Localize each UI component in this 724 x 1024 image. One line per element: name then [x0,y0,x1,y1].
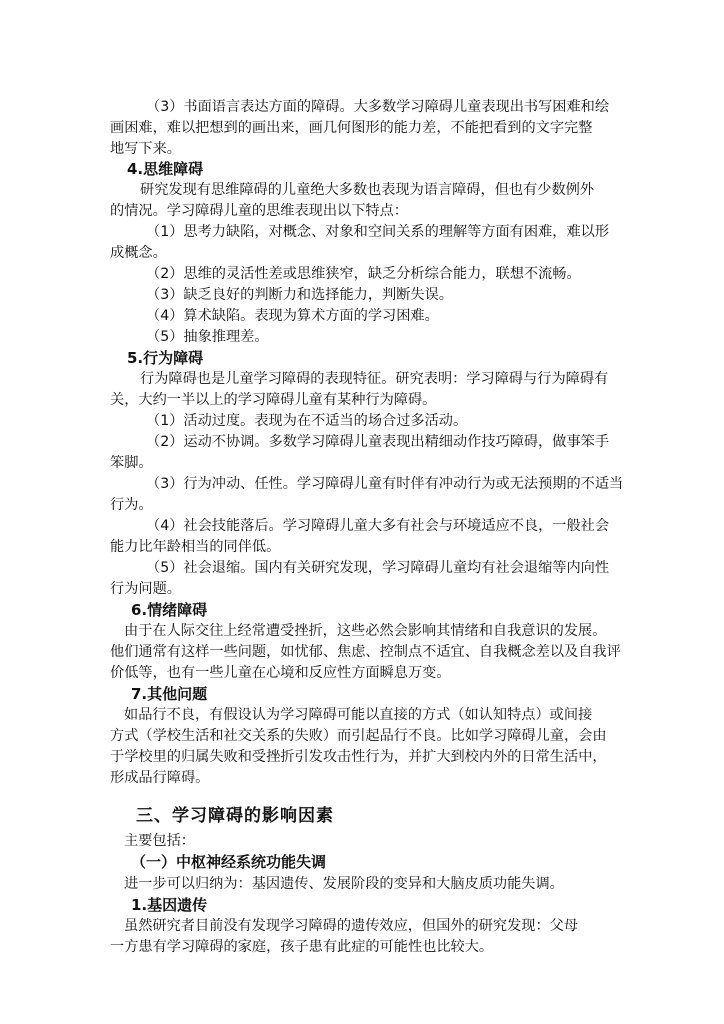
paragraph-line: 画困难，难以把想到的画出来，画几何图形的能力差，不能把看到的文字完整 [110,120,593,136]
paragraph-line: 关，大约一半以上的学习障碍儿童有某种行为障碍。 [110,392,437,408]
paragraph-line: （5）抽象推理差。 [146,329,269,345]
paragraph-line: 价低等，也有一些儿童在心境和反应性方面瞬息万变。 [110,665,451,681]
paragraph-line: 笨脚。 [110,455,153,471]
paragraph-line: 一方患有学习障碍的家庭，孩子患有此症的可能性也比较大。 [110,939,494,955]
subsection-heading: （一）中枢神经系统功能失调 [131,853,327,871]
paragraph-line: （3）书面语言表达方面的障碍。大多数学习障碍儿童表现出书写困难和绘 [146,99,610,115]
paragraph-line: 成概念。 [110,245,167,261]
paragraph-line: （2）思维的灵活性差或思维狭窄，缺乏分析综合能力，联想不流畅。 [146,266,581,282]
paragraph-line: 主要包括： [124,833,195,849]
paragraph-line: （4）社会技能落后。学习障碍儿童大多有社会与环境适应不良，一般社会 [146,518,610,534]
paragraph-line: 由于在人际交往上经常遭受挫折，这些必然会影响其情绪和自我意识的发展。 [124,623,607,639]
paragraph-line: 研究发现有思维障碍的儿童绝大多数也表现为语言障碍，但也有少数例外 [140,182,595,198]
section-heading: 1.基因遗传 [131,896,208,914]
paragraph-line: 的情况。学习障碍儿童的思维表现出以下特点： [110,203,408,219]
paragraph-line: 形成品行障碍。 [110,770,210,786]
paragraph-line: （1）思考力缺陷，对概念、对象和空间关系的理解等方面有困难，难以形 [146,224,610,240]
paragraph-line: 于学校里的归属失败和受挫折引发攻击性行为，并扩大到校内外的日常生活中， [110,749,607,765]
paragraph-line: 地写下来。 [110,141,181,157]
section-heading: 7.其他问题 [131,685,208,703]
paragraph-line: （4）算术缺陷。表现为算术方面的学习困难。 [146,308,439,324]
paragraph-line: （2）运动不协调。多数学习障碍儿童表现出精细动作技巧障碍，做事笨手 [146,434,610,450]
section-heading: 4.思维障碍 [127,160,204,178]
paragraph-line: 行为问题。 [110,581,181,597]
paragraph-line: 行为障碍也是儿童学习障碍的表现特征。研究表明：学习障碍与行为障碍有 [140,371,609,387]
paragraph-line: （5）社会退缩。国内有关研究发现，学习障碍儿童均有社会退缩等内向性 [146,560,610,576]
paragraph-line: 如品行不良，有假设认为学习障碍可能以直接的方式（如认知特点）或间接 [124,707,593,723]
paragraph-line: 能力比年龄相当的同伴低。 [110,539,281,555]
paragraph-line: 他们通常有这样一些问题，如忧郁、焦虑、控制点不适宜、自我概念差以及自我评 [110,644,621,660]
section-heading: 5.行为障碍 [127,349,204,367]
paragraph-line: 行为。 [110,497,153,513]
paragraph-line: 方式（学校生活和社交关系的失败）而引起品行不良。比如学习障碍儿童，会由 [110,728,607,744]
paragraph-line: 虽然研究者目前没有发现学习障碍的遗传效应，但国外的研究发现：父母 [124,918,579,934]
paragraph-line: （3）缺乏良好的判断力和选择能力，判断失误。 [146,287,453,303]
paragraph-line: （3）行为冲动、任性。学习障碍儿童有时伴有冲动行为或无法预期的不适当 [146,476,624,492]
section-heading: 6.情绪障碍 [131,601,208,619]
paragraph-line: （1）活动过度。表现为在不适当的场合过多活动。 [146,413,468,429]
chapter-heading: 三、学习障碍的影响因素 [136,806,334,826]
paragraph-line: 进一步可以归纳为：基因遗传、发展阶段的变异和大脑皮质功能失调。 [124,876,564,892]
